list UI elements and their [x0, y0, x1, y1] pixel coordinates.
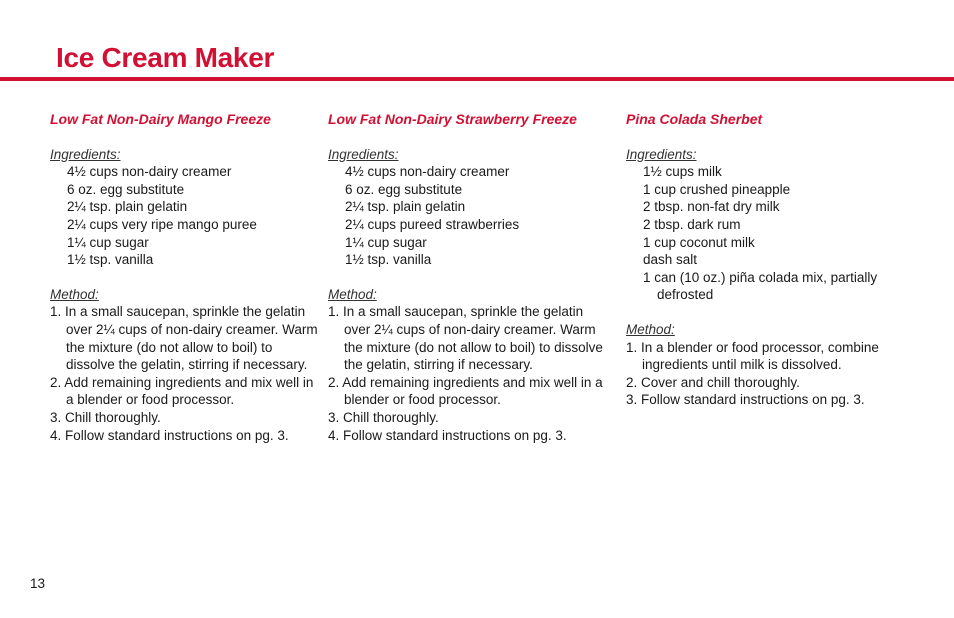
- ingredient-item: 1 can (10 oz.) piña colada mix, partially defrosted: [643, 269, 878, 303]
- method-step: 2. Cover and chill thoroughly.: [626, 374, 800, 390]
- method-list: [626, 339, 906, 409]
- recipe-title: Pina Colada Sherbet: [626, 111, 763, 127]
- method-step: 3. Chill thoroughly.: [328, 409, 439, 425]
- ingredient-item: 1¼ cup sugar: [67, 234, 149, 250]
- ingredient-item: 6 oz. egg substitute: [67, 181, 185, 197]
- recipe-column-pina-colada: [626, 111, 906, 409]
- method-label: Method:: [626, 321, 675, 337]
- ingredient-item: 4½ cups non-dairy creamer: [345, 164, 510, 180]
- ingredient-item: 1½ tsp. vanilla: [345, 252, 432, 268]
- ingredient-item: 2¼ cups very ripe mango puree: [67, 216, 257, 232]
- ingredient-item: 2¼ tsp. plain gelatin: [345, 199, 466, 215]
- method-step: 1. In a small saucepan, sprinkle the gelatin over 2¼ cups of non-dairy creamer. Warm the mixture (do not allow to boil) to dissolve the gelatin, stirring if necessary.: [328, 304, 603, 373]
- page-title: Ice Cream Maker: [56, 42, 275, 73]
- method-step: 3. Follow standard instructions on pg. 3.: [626, 392, 865, 408]
- title-rule: [0, 77, 954, 81]
- method-step: 2. Add remaining ingredients and mix well in a blender or food processor.: [50, 374, 314, 408]
- recipe-column-mango: [50, 111, 318, 444]
- ingredients-list: [345, 163, 610, 269]
- method-list: [50, 303, 318, 444]
- method-step: 3. Chill thoroughly.: [50, 409, 161, 425]
- recipe-title: Low Fat Non-Dairy Mango Freeze: [50, 111, 271, 127]
- ingredients-label: Ingredients:: [50, 146, 121, 162]
- method-step: 2. Add remaining ingredients and mix well in a blender or food processor.: [328, 374, 603, 408]
- ingredients-label: Ingredients:: [626, 146, 697, 162]
- ingredient-item: 1 cup crushed pineapple: [643, 181, 791, 197]
- ingredient-item: 2 tbsp. dark rum: [643, 216, 741, 232]
- recipe-title: Low Fat Non-Dairy Strawberry Freeze: [328, 111, 577, 127]
- method-step: 1. In a blender or food processor, combine ingredients until milk is dissolved.: [626, 339, 879, 373]
- ingredient-item: dash salt: [643, 252, 698, 268]
- ingredients-label: Ingredients:: [328, 146, 399, 162]
- ingredient-item: 6 oz. egg substitute: [345, 181, 463, 197]
- ingredients-list: [67, 163, 318, 269]
- ingredients-list: [643, 163, 906, 304]
- ingredient-item: 1¼ cup sugar: [345, 234, 427, 250]
- ingredient-item: 1½ tsp. vanilla: [67, 252, 154, 268]
- method-step: 4. Follow standard instructions on pg. 3.: [328, 427, 567, 443]
- ingredient-item: 2¼ cups pureed strawberries: [345, 216, 520, 232]
- method-list: [328, 303, 610, 444]
- method-step: 1. In a small saucepan, sprinkle the gelatin over 2¼ cups of non-dairy creamer. Warm the mixture (do not allow to boil) to dissolve the gelatin, stirring if necessary.: [50, 304, 318, 373]
- ingredient-item: 4½ cups non-dairy creamer: [67, 164, 232, 180]
- page-number: 13: [30, 576, 46, 591]
- ingredient-item: 2 tbsp. non-fat dry milk: [643, 199, 780, 215]
- method-step: 4. Follow standard instructions on pg. 3.: [50, 427, 289, 443]
- ingredient-item: 1½ cups milk: [643, 164, 722, 180]
- ingredient-item: 2¼ tsp. plain gelatin: [67, 199, 188, 215]
- recipe-column-strawberry: [328, 111, 610, 444]
- method-label: Method:: [328, 286, 377, 302]
- method-label: Method:: [50, 286, 99, 302]
- ingredient-item: 1 cup coconut milk: [643, 234, 755, 250]
